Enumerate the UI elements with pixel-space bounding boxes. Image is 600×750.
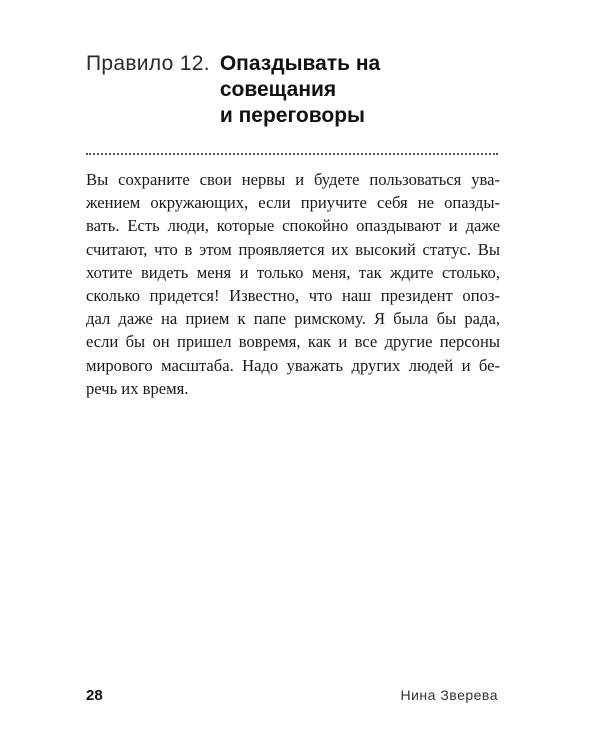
rule-title-line-2: и переговоры: [219, 104, 365, 127]
rule-number-label: Правило 12.: [86, 52, 210, 75]
author-name: Нина Зверева: [400, 687, 498, 703]
paragraph-line: Вы сохраните свои нервы и будете пользоваться ува-: [86, 170, 500, 189]
paragraph-line: если бы он пришел вовремя, как и все другие персоны: [86, 332, 500, 352]
rule-heading: [86, 51, 516, 129]
paragraph-line: считают, что в этом проявляется их высокий статус. Вы: [86, 239, 500, 259]
paragraph-line: речь их время.: [86, 378, 189, 398]
paragraph-line: вать. Есть люди, которые спокойно опаздывают и даже: [86, 216, 500, 236]
paragraph-line: дал даже на прием к папе римскому. Я была бы рада,: [86, 309, 500, 329]
paragraph-line: мирового масштаба. Надо уважать других людей и бе-: [86, 355, 500, 375]
paragraph-line: хотите видеть меня и только меня, так ждите столько,: [86, 262, 500, 282]
dotted-divider: [86, 153, 498, 155]
page-number: 28: [86, 687, 103, 704]
paragraph-line: сколько придется! Известно, что наш президент опоз-: [86, 286, 500, 306]
page-footer: [86, 687, 498, 704]
rule-title-line-1: Опаздывать на совещания: [219, 52, 381, 101]
paragraph-line: жением окружающих, если приучите себя не опазды-: [86, 193, 500, 213]
body-paragraph: [86, 168, 500, 400]
rule-title: [220, 51, 500, 129]
